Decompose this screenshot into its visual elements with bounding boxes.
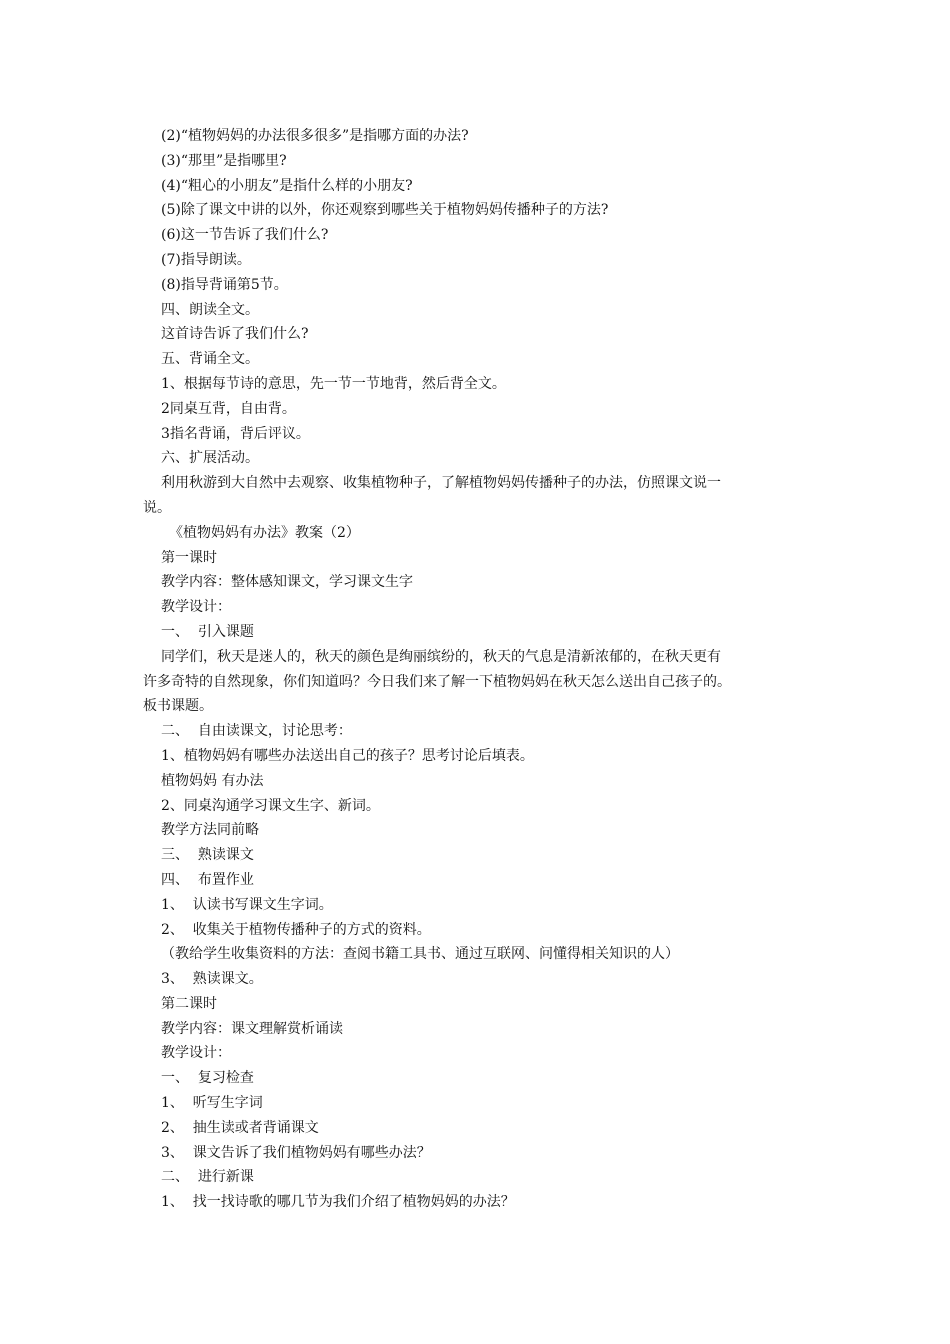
text-line: 第一课时	[161, 549, 217, 566]
text-line: (3)“那里”是指哪里?	[161, 152, 287, 169]
text-line: 教学内容：课文理解赏析诵读	[161, 1020, 343, 1037]
text-line: 2、同桌沟通学习课文生字、新词。	[161, 797, 380, 814]
text-line: 1、 认读书写课文生字词。	[161, 896, 333, 913]
text-line: 3、 课文告诉了我们植物妈妈有哪些办法？	[161, 1144, 431, 1161]
text-line: 2同桌互背，自由背。	[161, 400, 296, 417]
text-line: 同学们，秋天是迷人的，秋天的颜色是绚丽缤纷的，秋天的气息是清新浓郁的，在秋天更有	[161, 648, 721, 665]
text-line: 利用秋游到大自然中去观察、收集植物种子，了解植物妈妈传播种子的办法，仿照课文说一	[161, 475, 721, 492]
text-line: 四、 布置作业	[161, 871, 254, 888]
text-line: 三、 熟读课文	[161, 847, 254, 864]
text-line: 一、 复习检查	[161, 1070, 254, 1087]
text-line: 六、扩展活动。	[161, 450, 259, 467]
text-line: (4)“粗心的小朋友”是指什么样的小朋友?	[161, 177, 413, 194]
text-line: 1、 听写生字词	[161, 1095, 263, 1112]
text-line: 一、 引入课题	[161, 623, 254, 640]
text-line: 说。	[143, 499, 171, 516]
text-line: 板书课题。	[143, 698, 213, 715]
text-line: 3指名背诵，背后评议。	[161, 425, 310, 442]
text-line: 教学设计：	[161, 1045, 231, 1062]
text-line: (5)除了课文中讲的以外，你还观察到哪些关于植物妈妈传播种子的方法?	[161, 202, 609, 219]
text-line: (8)指导背诵第5节。	[161, 276, 288, 293]
text-line: (2)“植物妈妈的办法很多很多”是指哪方面的办法?	[161, 128, 469, 144]
text-line: 教学方法同前略	[161, 822, 259, 839]
text-line: 2、 收集关于植物传播种子的方式的资料。	[161, 921, 431, 938]
document-body	[143, 124, 815, 1215]
text-line: (7)指导朗读。	[161, 251, 251, 268]
text-line: 1、根据每节诗的意思，先一节一节地背，然后背全文。	[161, 375, 506, 392]
text-line: 四、朗读全文。	[161, 301, 259, 318]
text-line: 第二课时	[161, 995, 217, 1012]
text-line: 许多奇特的自然现象，你们知道吗？今日我们来了解一下植物妈妈在秋天怎么送出自己孩子的。	[143, 673, 731, 690]
text-line: (6)这一节告诉了我们什么?	[161, 227, 329, 244]
text-line: 1、 找一找诗歌的哪几节为我们介绍了植物妈妈的办法？	[161, 1194, 515, 1211]
text-line: 五、背诵全文。	[161, 351, 259, 368]
text-line: 教学设计：	[161, 599, 231, 616]
text-line: 2、 抽生读或者背诵课文	[161, 1119, 319, 1136]
text-line: 这首诗告诉了我们什么?	[161, 326, 309, 343]
text-line: 1、植物妈妈有哪些办法送出自己的孩子？思考讨论后填表。	[161, 747, 534, 764]
text-line: 植物妈妈 有办法	[161, 772, 264, 789]
text-line: 二、 自由读课文，讨论思考：	[161, 723, 352, 740]
text-line: 《植物妈妈有办法》教案（2）	[169, 524, 360, 541]
text-line: 3、 熟读课文。	[161, 971, 263, 988]
text-line: 教学内容：整体感知课文，学习课文生字	[161, 574, 413, 591]
text-line: （教给学生收集资料的方法：查阅书籍工具书、通过互联网、问懂得相关知识的人）	[161, 946, 679, 963]
text-line: 二、 进行新课	[161, 1169, 254, 1186]
